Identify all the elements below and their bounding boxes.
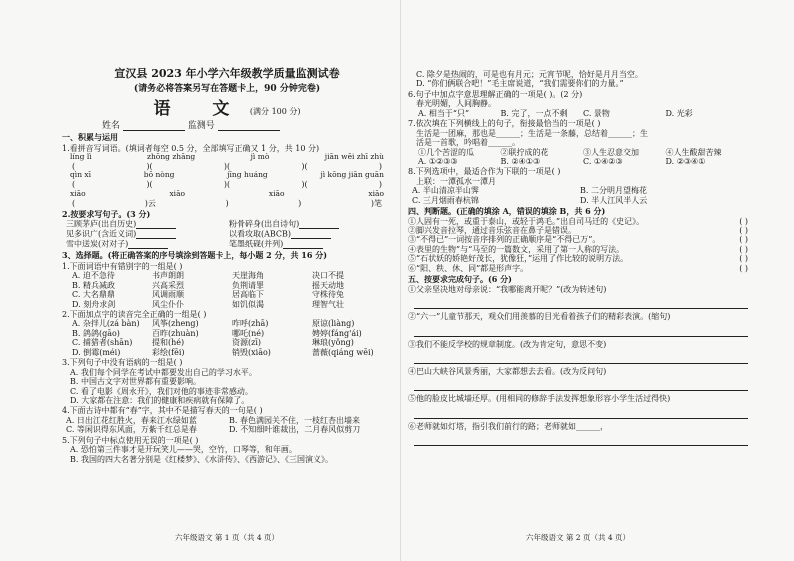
q3: 3.下列句子中没有语病的一组是( )	[62, 358, 183, 368]
pinyin: jīng huáng	[227, 170, 268, 180]
q5-option: B. 我国的四大名著分别是《红楼梦》、《水浒传》、《西游记》、《三国演义》。	[70, 454, 333, 464]
q7-line-2: 活是一首歌，吟唱着______。	[416, 138, 520, 148]
q3-option: D. 大家都在注意：我们的健康和疾病就有保障了。	[70, 395, 250, 405]
q3-option: B. 中国古文字对世界都有重要影响。	[70, 377, 201, 387]
fill-blank[interactable]	[299, 219, 339, 229]
answer-row-3[interactable]: ( )云 ) ) )笔	[72, 198, 382, 208]
pinyin: zhōng zhāng	[147, 152, 196, 162]
tf-item: ⑤“石状妖的娇艳好茂长，犹像狂，”运用了作比较的说明方法。 ( )	[408, 254, 748, 264]
q2: 2.下面加点字的读音完全正确的一组是( )	[62, 310, 207, 320]
q5: 5.下列句子中标点使用无误的一项是( )	[62, 435, 199, 445]
page-footer-left: 六年级语文 第 1 页（共 4 页）	[175, 533, 279, 543]
q1: 1.下面词语中有错别字的一组是( )	[62, 261, 183, 271]
section-3-title: 3、选择题。(将正确答案的序号填涂到答题卡上，每小题 2 分，共 16 分)	[62, 250, 327, 261]
q7: 7.依次填在下列横线上的句子，衔接最恰当的一项是( )	[408, 119, 601, 129]
pinyin: jì kōng jiān guān	[320, 170, 384, 180]
q3-option: C. 看了电影《周永开》，我们对他的事迹非常感动。	[70, 386, 253, 396]
tf-item: ⑥“阳、秩、休、同”都是形声字。 ( )	[408, 263, 748, 273]
subject-heading	[62, 99, 392, 119]
pinyin: jiān wēi zhī zhù	[324, 152, 384, 162]
answer-row-2[interactable]: ( )( )( )( )	[72, 180, 382, 190]
answer-line[interactable]	[414, 378, 748, 391]
fill-item: 雪中送炭(对对子)	[66, 239, 129, 249]
fill-item: 粉骨碎身(出自诗句)	[229, 219, 300, 229]
sentence-task: ⑥老师就如灯塔，指引我们前行的路；老师就如______，	[408, 421, 608, 431]
sentence-task: ④巴山大峡谷风景秀丽，大家都想去去看。(改为反问句)	[408, 366, 607, 376]
pinyin: xiāo	[368, 188, 384, 198]
fill-item: 以看攻取(ABCB)	[229, 229, 292, 239]
pinyin-row-2	[62, 171, 392, 180]
tf-item: ④表里的生物”与“马至的一篇数文，采用了第一人称的写法。 ( )	[408, 244, 748, 254]
q5-option-d: D. “你们俩联合吧！”毛主席说道，“我们需要你们的力量。”	[416, 79, 624, 89]
pinyin-row-3	[62, 190, 392, 199]
exam-title: 宣汉县 2023 年小学六年级教学质量监测试卷	[114, 67, 340, 80]
answer-line[interactable]	[414, 324, 748, 337]
pinyin: xiāo	[70, 188, 86, 198]
fill-item: 笔墨纸砚(并列)	[229, 239, 284, 249]
pinyin: jì mò	[250, 152, 270, 162]
left-page	[62, 0, 392, 561]
pinyin-row-1	[62, 153, 392, 162]
subject-title: 语 文	[153, 98, 248, 119]
q8-upper: 上联：一潭孤水一潭月	[416, 176, 496, 186]
fill-item: 见多识广(含近义词)	[66, 229, 137, 239]
pinyin: xiāo	[169, 188, 186, 198]
q7-line-1: 生活是一团麻，那也是______；生活是一条藤，总结着______；生	[416, 128, 648, 138]
fill-item: 三顾茅庐(出自历史)	[66, 219, 137, 229]
answer-row-1[interactable]: ( )( )( )( )	[72, 161, 382, 171]
q5-option-c: C. 除夕是热闹的，可是也有月元；元宵节呢，恰好是月月当空。	[416, 70, 643, 79]
name-row	[102, 121, 392, 132]
tf-item: ③“不得已”一词按音序排列的正确顺序是“不得已万”。 ( )	[408, 235, 748, 245]
sentence-task: ③我们不能反学校的规章制度。(改为肯定句，意思不变)	[408, 339, 607, 349]
q2-options: A. 杂拌儿(zá bàn) 风筝(zheng) 咋呼(zhā) 原谅(liàng) B. 鸽鸽(gāo) 百昨(zhuàn) 哪吒(né) 娉婷(fáng'ái) C. 捕猎者(shān) 提和(hé) 资源(zī) 琳琅(yǒng) D. 倒霉(méi) 彩绘(fēi) 销毁(xiāo) 蔷薇(qiáng wēi)	[72, 319, 374, 357]
fill-blank[interactable]	[283, 239, 323, 249]
q1-options: A. 迫不急待 书声朗朗 天崖海角 决口不提 B. 精兵减政 兴高采烈 负荆请罪 摇天动地 C. 大名鼎鼎 风调雨顺 居高临下 守株待兔 D. 刻舟求剑 风尘仆仆 如饥似渴 理智气壮	[72, 271, 344, 309]
name-label: 姓名	[102, 120, 121, 131]
fill-blank[interactable]	[291, 229, 331, 239]
answer-line[interactable]	[414, 406, 748, 419]
sentence-task: ②“六一”儿童节那天，观众们用羡慕的目光看着孩子们的精彩表演。(缩句)	[408, 312, 671, 322]
q8-options: A. 半山清凉半山霁 B. 二分明月望梅花 C. 三月烟雨春杭锦 D. 半人江风半人云	[412, 186, 648, 205]
q5-option: A. 恐怕第三件事才是开玩笑儿——哭，空竹，口琴等，和年画。	[70, 445, 297, 455]
section-2-title: 2.按要求写句子。(3 分)	[62, 208, 151, 219]
id-label: 监测号	[187, 120, 215, 131]
q7-items: ①几个苦涩的瓜 ②联拧成的花 ③人生忍意交加 ④人生酸甜苦辣	[418, 147, 722, 157]
q1-instruction: 1.看拼音写词语。(填词者每空 0.5 分，全部填写正确又 1 分，共 10 分)	[62, 143, 320, 153]
section-4-title: 四、判断题。(正确的填涂 A，错误的填涂 B，共 6 分)	[408, 206, 606, 217]
section-5-title: 五、按要求完成句子。(6 分)	[408, 274, 512, 285]
tf-item: ①人固有一死，或重于泰山，或轻于鸿毛。”出自司马迁的《史记》。 ( )	[408, 216, 748, 226]
fill-blank[interactable]	[136, 219, 176, 229]
fill-blank[interactable]	[128, 239, 168, 249]
fill-grid	[62, 219, 392, 249]
pinyin: qìn xī	[70, 170, 92, 180]
full-score: (满分 100 分)	[249, 106, 301, 116]
q6: 6.句子中加点字意思理解正确的一项是( )。(2 分)	[408, 89, 583, 99]
right-page	[408, 0, 748, 561]
pinyin: líng lì	[70, 152, 92, 162]
q4: 4.下面古诗中都有“春”字，其中不是描写春天的一句是( )	[62, 406, 263, 416]
section-1-title: 一、积累与运用	[62, 132, 118, 143]
pinyin: bō nòng	[143, 170, 175, 180]
page-footer-right: 六年级语文 第 2 页（共 4 页）	[526, 533, 630, 543]
answer-line[interactable]	[414, 296, 748, 309]
fill-blank[interactable]	[136, 229, 176, 239]
sentence-task: ①父亲坚决地对母亲说：“我哪能离开呢？”(改为转述句)	[408, 284, 607, 294]
q6-options: A. 相当于“只” B. 完了，一点不剩 C. 景物 D. 光彩	[418, 108, 693, 118]
sentence-task: ⑤他的脸皮比城墙还厚。(用相同的修辞手法发挥想象形容小学生活过得快)	[408, 394, 671, 404]
q8: 8.下列选项中，最适合作为下联的一项是( )	[408, 167, 561, 177]
tf-item: ②脚兴发音拉琴，通过音乐弦音在鼻子是错误。 ( )	[408, 226, 748, 235]
q4-options: A. 日出江花红胜火，春来江水绿如蓝 B. 春色满园关不住，一枝红杏出墙来 C. 等闲识得东风面，万紫千红总是春 D. 不知细叶谁裁出，二月春风似剪刀	[66, 415, 361, 435]
q7-options: A. ①②③③ B. ②④①③ C. ①④②③ D. ②③④①	[418, 156, 706, 166]
answer-line[interactable]	[414, 351, 748, 364]
q6-sentence: 春光明媚，人间胸静。	[416, 99, 496, 109]
page-fold-line	[400, 0, 401, 561]
pinyin: xiāo	[268, 188, 285, 198]
q3-option: A. 我们每个同学在考试中都要发出自己的学习水平。	[70, 367, 257, 377]
answer-line[interactable]	[414, 433, 748, 446]
id-blank[interactable]	[218, 121, 280, 131]
name-blank[interactable]	[123, 121, 185, 131]
exam-note: (请务必将答案另写在答题卡上，90 分钟完卷)	[133, 83, 321, 94]
